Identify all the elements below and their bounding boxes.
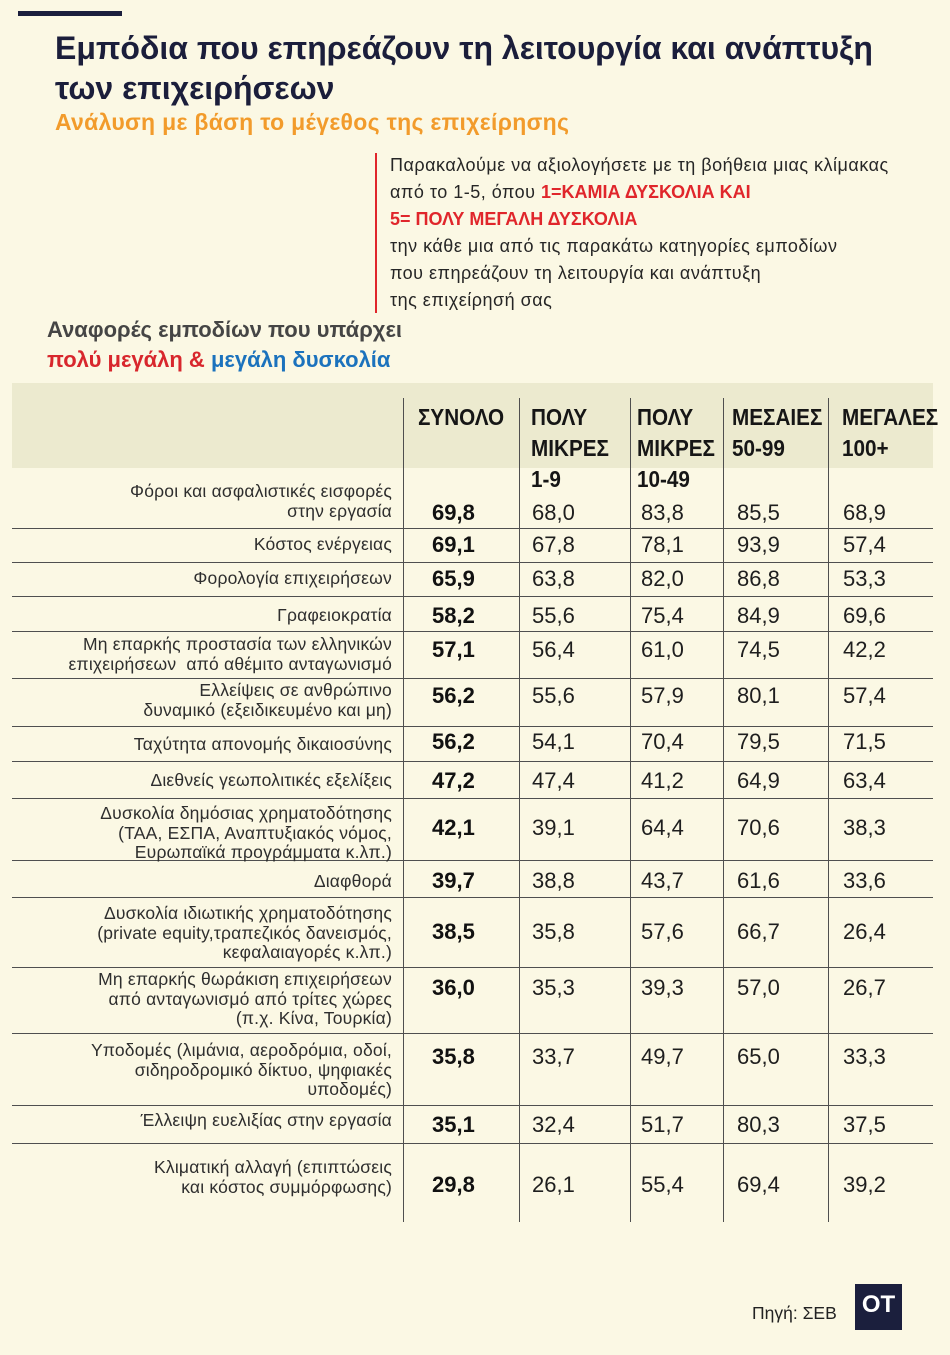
- row-label: Υποδομές (λιμάνια, αεροδρόμια, οδοί, σιδηροδρομικό δίκτυο, ψηφιακές υποδομές): [90, 1040, 392, 1100]
- table-row: [12, 563, 933, 597]
- value-medium: 85,5: [737, 500, 780, 525]
- total-value: 29,8: [432, 1172, 475, 1197]
- legend-heading: Αναφορές εμποδίων που υπάρχει: [47, 317, 403, 342]
- total-value: 65,9: [432, 566, 475, 591]
- instructions-text: που επηρεάζουν τη λειτουργία και ανάπτυξη: [390, 263, 762, 283]
- value-large: 26,4: [843, 919, 886, 944]
- row-label: Κόστος ενέργειας: [253, 534, 392, 555]
- row-label: Μη επαρκής θωράκιση επιχειρήσεων από ανταγωνισμό από τρίτες χώρες (π.χ. Κίνα, Τουρκία): [98, 969, 392, 1029]
- value-small: 83,8: [641, 500, 684, 525]
- column-header-total: ΣΥΝΟΛΟ: [418, 404, 505, 430]
- column-header-medium: ΜΕΣΑΙΕΣ 50-99: [732, 404, 823, 461]
- value-very-small: 38,8: [532, 868, 575, 893]
- value-medium: 65,0: [737, 1044, 780, 1069]
- value-very-small: 32,4: [532, 1112, 575, 1137]
- instructions-accent-bar: [375, 153, 377, 313]
- value-medium: 66,7: [737, 919, 780, 944]
- legend-very-large: πολύ μεγάλη &: [47, 347, 205, 372]
- value-small: 70,4: [641, 729, 684, 754]
- total-value: 42,1: [432, 815, 475, 840]
- table-row: [12, 529, 933, 563]
- table-row: [12, 1144, 933, 1222]
- survey-instructions: [390, 152, 889, 314]
- value-medium: 69,4: [737, 1172, 780, 1197]
- value-very-small: 67,8: [532, 532, 575, 557]
- value-large: 39,2: [843, 1172, 886, 1197]
- page-title: Εμπόδια που επηρεάζουν τη λειτουργία και ανάπτυξη των επιχειρήσεων: [55, 30, 873, 106]
- value-very-small: 39,1: [532, 815, 575, 840]
- value-medium: 61,6: [737, 868, 780, 893]
- scale-high-definition: 5= ΠΟΛΥ ΜΕΓΑΛΗ ΔΥΣΚΟΛΙΑ: [390, 209, 638, 229]
- value-very-small: 68,0: [532, 500, 575, 525]
- value-medium: 57,0: [737, 975, 780, 1000]
- value-small: 82,0: [641, 566, 684, 591]
- table-legend: [47, 315, 402, 375]
- legend-large: μεγάλη δυσκολία: [210, 347, 391, 372]
- value-small: 64,4: [641, 815, 684, 840]
- value-very-small: 54,1: [532, 729, 575, 754]
- row-label: Φορολογία επιχειρήσεων: [193, 568, 392, 589]
- value-medium: 79,5: [737, 729, 780, 754]
- value-medium: 84,9: [737, 603, 780, 628]
- instructions-text: της επιχείρησή σας: [390, 290, 553, 310]
- total-value: 56,2: [432, 683, 475, 708]
- total-value: 69,1: [432, 532, 475, 557]
- instructions-text: Παρακαλούμε να αξιολογήσετε με τη βοήθεια μιας κλίμακας: [390, 155, 889, 175]
- row-label: Φόροι και ασφαλιστικές εισφορές στην εργασία: [130, 481, 392, 521]
- table-row: [12, 1106, 933, 1144]
- column-header-very-small: ΠΟΛΥ ΜΙΚΡΕΣ 1-9: [531, 404, 609, 492]
- table-row: [12, 632, 933, 679]
- column-header-large: ΜΕΓΑΛΕΣ 100+: [842, 404, 939, 461]
- row-label: Δυσκολία δημόσιας χρηματοδότησης (ΤΑΑ, ΕΣΠΑ, Αναπτυξιακός νόμος, Ευρωπαϊκά προγράμματα κ.λπ.): [100, 803, 392, 863]
- value-small: 57,9: [641, 683, 684, 708]
- value-medium: 74,5: [737, 637, 780, 662]
- value-large: 38,3: [843, 815, 886, 840]
- instructions-line: [390, 260, 889, 287]
- value-large: 53,3: [843, 566, 886, 591]
- total-value: 69,8: [432, 500, 475, 525]
- value-small: 49,7: [641, 1044, 684, 1069]
- value-small: 78,1: [641, 532, 684, 557]
- instructions-line: [390, 287, 889, 314]
- instructions-line: [390, 179, 889, 206]
- value-large: 57,4: [843, 683, 886, 708]
- table-row: [12, 482, 933, 529]
- value-medium: 70,6: [737, 815, 780, 840]
- total-value: 35,8: [432, 1044, 475, 1069]
- value-small: 57,6: [641, 919, 684, 944]
- row-label: Ελλείψεις σε ανθρώπινο δυναμικό (εξειδικευμένο και μη): [143, 680, 392, 720]
- table-row: [12, 799, 933, 861]
- total-value: 39,7: [432, 868, 475, 893]
- row-label: Κλιματική αλλαγή (επιπτώσεις και κόστος συμμόρφωσης): [154, 1157, 392, 1197]
- total-value: 47,2: [432, 768, 475, 793]
- total-value: 36,0: [432, 975, 475, 1000]
- instructions-line: [390, 206, 889, 233]
- page-subtitle: Ανάλυση με βάση το μέγεθος της επιχείρησης: [55, 109, 570, 135]
- table-row: [12, 679, 933, 727]
- total-value: 35,1: [432, 1112, 475, 1137]
- total-value: 58,2: [432, 603, 475, 628]
- publisher-logo: OT: [855, 1284, 902, 1330]
- value-very-small: 55,6: [532, 683, 575, 708]
- value-small: 55,4: [641, 1172, 684, 1197]
- value-medium: 80,3: [737, 1112, 780, 1137]
- source-note: Πηγή: ΣΕΒ: [752, 1303, 837, 1323]
- instructions-line: [390, 152, 889, 179]
- instructions-text: από το 1-5, όπου: [390, 182, 536, 202]
- total-value: 38,5: [432, 919, 475, 944]
- value-large: 42,2: [843, 637, 886, 662]
- row-label: Έλλειψη ευελιξίας στην εργασία: [140, 1110, 392, 1131]
- table-row: [12, 968, 933, 1034]
- value-large: 26,7: [843, 975, 886, 1000]
- value-very-small: 26,1: [532, 1172, 575, 1197]
- table-row: [12, 898, 933, 968]
- row-label: Διαφθορά: [313, 871, 392, 892]
- value-large: 57,4: [843, 532, 886, 557]
- value-very-small: 56,4: [532, 637, 575, 662]
- value-large: 68,9: [843, 500, 886, 525]
- table-row: [12, 762, 933, 799]
- table-row: [12, 1034, 933, 1106]
- total-value: 57,1: [432, 637, 475, 662]
- table-row: [12, 861, 933, 898]
- instructions-text: την κάθε μια από τις παρακάτω κατηγορίες εμποδίων: [390, 236, 838, 256]
- value-very-small: 47,4: [532, 768, 575, 793]
- scale-low-definition: 1=ΚΑΜΙΑ ΔΥΣΚΟΛΙΑ ΚΑΙ: [541, 182, 751, 202]
- value-large: 33,3: [843, 1044, 886, 1069]
- value-large: 69,6: [843, 603, 886, 628]
- total-value: 56,2: [432, 729, 475, 754]
- value-medium: 86,8: [737, 566, 780, 591]
- table-row: [12, 727, 933, 762]
- value-very-small: 63,8: [532, 566, 575, 591]
- value-small: 43,7: [641, 868, 684, 893]
- value-small: 39,3: [641, 975, 684, 1000]
- value-medium: 80,1: [737, 683, 780, 708]
- row-label: Γραφειοκρατία: [277, 605, 392, 626]
- value-large: 37,5: [843, 1112, 886, 1137]
- instructions-line: [390, 233, 889, 260]
- row-label: Μη επαρκής προστασία των ελληνικών επιχειρήσεων από αθέμιτο ανταγωνισμό: [68, 634, 392, 674]
- row-label: Ταχύτητα απονομής δικαιοσύνης: [133, 734, 392, 755]
- top-accent-bar: [18, 11, 122, 16]
- value-small: 61,0: [641, 637, 684, 662]
- value-large: 63,4: [843, 768, 886, 793]
- legend-line: [47, 345, 402, 375]
- value-large: 71,5: [843, 729, 886, 754]
- row-label: Δυσκολία ιδιωτικής χρηματοδότησης (private equity,τραπεζικός δανεισμός, κεφαλαιαγορές κ.λπ.): [97, 903, 392, 963]
- row-label: Διεθνείς γεωπολιτικές εξελίξεις: [150, 770, 392, 791]
- value-very-small: 35,3: [532, 975, 575, 1000]
- value-small: 51,7: [641, 1112, 684, 1137]
- value-small: 75,4: [641, 603, 684, 628]
- value-very-small: 33,7: [532, 1044, 575, 1069]
- value-large: 33,6: [843, 868, 886, 893]
- table-row: [12, 597, 933, 632]
- value-very-small: 35,8: [532, 919, 575, 944]
- value-medium: 93,9: [737, 532, 780, 557]
- value-small: 41,2: [641, 768, 684, 793]
- value-medium: 64,9: [737, 768, 780, 793]
- column-header-small: ΠΟΛΥ ΜΙΚΡΕΣ 10-49: [637, 404, 715, 492]
- value-very-small: 55,6: [532, 603, 575, 628]
